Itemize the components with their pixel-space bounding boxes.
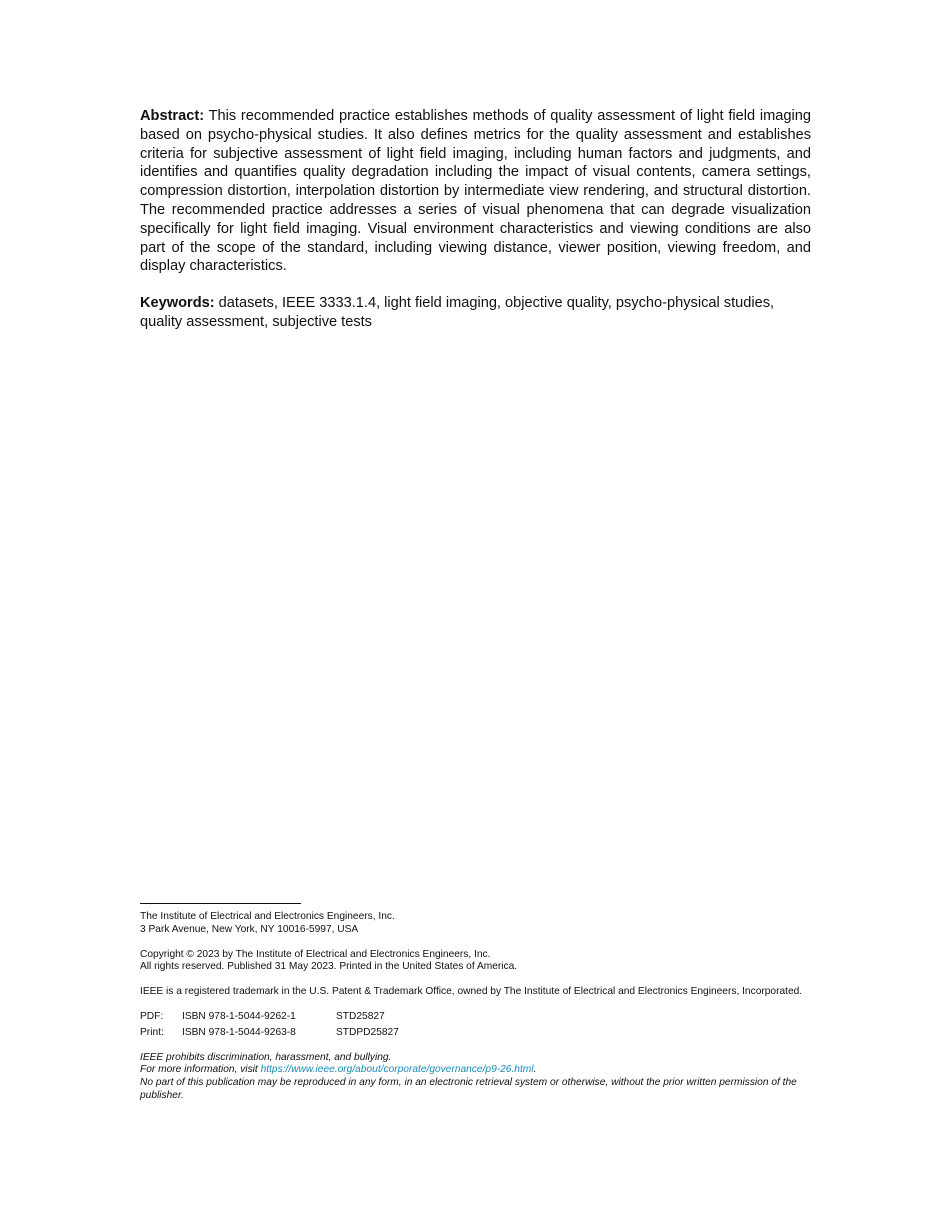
info-line: [140, 1064, 811, 1077]
trademark-line: IEEE is a registered trademark in the U.S. Patent & Trademark Office, owned by The Institute of Electrical and Electronics Engineers, Incorporated.: [140, 986, 803, 998]
keywords-label: Keywords:: [140, 295, 215, 312]
trademark-block: [140, 986, 811, 999]
isbn-number: ISBN 978-1-5044-9263-8: [182, 1026, 296, 1038]
publisher-block: [140, 911, 811, 937]
main-content: [140, 107, 811, 332]
footer: [140, 903, 811, 1115]
publisher-name: The Institute of Electrical and Electronics Engineers, Inc.: [140, 911, 395, 922]
isbn-row-print: [140, 1027, 811, 1040]
rights-line: All rights reserved. Published 31 May 2023. Printed in the United States of America.: [140, 961, 518, 973]
isbn-table: [140, 1011, 811, 1040]
governance-link[interactable]: https://www.ieee.org/about/corporate/governance/p9-26.html: [260, 1064, 534, 1076]
info-prefix: For more information, visit: [140, 1064, 261, 1076]
isbn-number: ISBN 978-1-5044-9262-1: [182, 1010, 296, 1022]
isbn-row-pdf: [140, 1011, 811, 1024]
policy-line: IEEE prohibits discrimination, harassment, and bullying.: [140, 1051, 392, 1063]
isbn-code: STD25827: [336, 1010, 385, 1022]
policy-block: [140, 1052, 811, 1103]
footnote-rule: [140, 903, 301, 904]
info-suffix: .: [533, 1064, 537, 1076]
isbn-code: STDPD25827: [336, 1026, 399, 1038]
copyright-block: [140, 949, 811, 975]
abstract-paragraph: [140, 107, 811, 276]
reproduction-line: No part of this publication may be reproduced in any form, in an electronic retrieval system or otherwise, without the prior written permission of the publisher.: [140, 1077, 797, 1101]
abstract-text: This recommended practice establishes methods of quality assessment of light field imaging based on psycho-physical studies. It also defines metrics for the quality assessment and establishes criteria for subjective assessment of light field imaging, including human factors and judgments, and identifies and quantifies quality degradation including the impact of visual contents, camera settings, compression distortion, interpolation distortion by intermediate view rendering, and structural distortion. The recommended practice addresses a series of visual phenomena that can degrade visualization specifically for light field imaging. Visual environment characteristics and viewing conditions are also part of the scope of the standard, including viewing distance, viewer position, viewing freedom, and display characteristics.: [140, 108, 811, 275]
isbn-format: PDF:: [140, 1010, 164, 1022]
isbn-format: Print:: [140, 1026, 164, 1038]
keywords-text: datasets, IEEE 3333.1.4, light field imaging, objective quality, psycho-physical studies, quality assessment, subjective tests: [140, 295, 775, 330]
copyright-line: Copyright © 2023 by The Institute of Electrical and Electronics Engineers, Inc.: [140, 948, 491, 960]
abstract-label: Abstract:: [140, 108, 205, 124]
keywords-paragraph: [140, 294, 811, 332]
publisher-address: 3 Park Avenue, New York, NY 10016-5997, USA: [140, 923, 359, 935]
